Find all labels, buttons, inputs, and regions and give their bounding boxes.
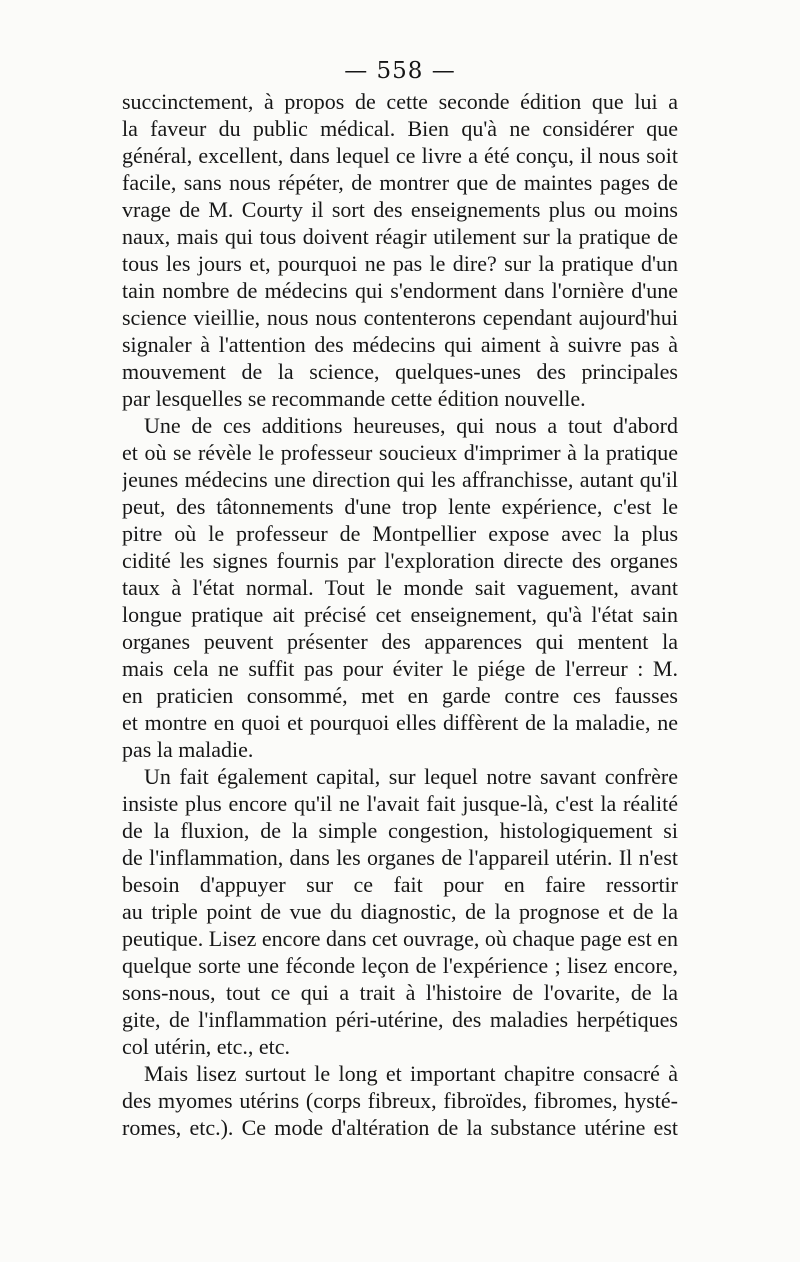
text-line: taux à l'état normal. Tout le monde sait vaguement, avant xyxy=(122,575,678,600)
paragraph-2 xyxy=(122,412,678,763)
text-line: romes, etc.). Ce mode d'altération de la substance utérine est xyxy=(122,1115,678,1140)
text-line: en praticien consommé, met en garde contre ces fausses xyxy=(122,683,678,708)
paragraph-4 xyxy=(122,1060,678,1141)
text-line: la faveur du public médical. Bien qu'à ne considérer que xyxy=(122,116,678,141)
text-line: de la fluxion, de la simple congestion, histologiquement si xyxy=(122,818,678,843)
text-line: succinctement, à propos de cette seconde édition que lui a xyxy=(122,89,678,114)
text-line: besoin d'appuyer sur ce fait pour en faire ressortir xyxy=(122,872,678,897)
page-number: — 558 — xyxy=(344,58,456,84)
text-line: par lesquelles se recommande cette édition nouvelle. xyxy=(122,386,586,411)
text-line: général, excellent, dans lequel ce livre a été conçu, il nous soit xyxy=(122,143,678,168)
text-line: cidité les signes fournis par l'exploration directe des organes xyxy=(122,548,678,573)
text-line: organes peuvent présenter des apparences qui mentent la xyxy=(122,629,678,654)
text-line: facile, sans nous répéter, de montrer que de maintes pages de xyxy=(122,170,678,195)
text-line: Une de ces additions heureuses, qui nous a tout d'abord xyxy=(144,413,678,438)
text-line: gite, de l'inflammation péri-utérine, des maladies herpétiques xyxy=(122,1007,678,1032)
text-line: pitre où le professeur de Montpellier expose avec la plus xyxy=(122,521,678,546)
text-line: naux, mais qui tous doivent réagir utilement sur la pratique de xyxy=(122,224,678,249)
text-line: sons-nous, tout ce qui a trait à l'histoire de l'ovarite, de la xyxy=(122,980,678,1005)
text-line: des myomes utérins (corps fibreux, fibroïdes, fibromes, hysté- xyxy=(122,1088,678,1113)
text-line: col utérin, etc., etc. xyxy=(122,1034,290,1059)
text-line: jeunes médecins une direction qui les affranchisse, autant qu'il xyxy=(122,467,678,492)
text-line: tain nombre de médecins qui s'endorment dans l'ornière d'une xyxy=(122,278,678,303)
text-line: vrage de M. Courty il sort des enseignements plus ou moins xyxy=(122,197,678,222)
text-line: peut, des tâtonnements d'une trop lente expérience, c'est le xyxy=(122,494,678,519)
text-line: science vieillie, nous nous contenterons cependant aujourd'hui xyxy=(122,305,678,330)
text-line: peutique. Lisez encore dans cet ouvrage, où chaque page est en xyxy=(122,926,678,951)
text-line: insiste plus encore qu'il ne l'avait fait jusque-là, c'est la réalité xyxy=(122,791,678,816)
text-line: et montre en quoi et pourquoi elles diffèrent de la maladie, ne xyxy=(122,710,678,735)
text-line: Mais lisez surtout le long et important chapitre consacré à xyxy=(144,1061,678,1086)
body-text xyxy=(122,88,678,1141)
text-line: mouvement de la science, quelques-unes des principales xyxy=(122,359,678,384)
paragraph-3 xyxy=(122,763,678,1060)
text-line: longue pratique ait précisé cet enseignement, qu'à l'état sain xyxy=(122,602,678,627)
text-line: pas la maladie. xyxy=(122,737,254,762)
text-line: Un fait également capital, sur lequel notre savant confrère xyxy=(144,764,678,789)
paragraph-1 xyxy=(122,88,678,412)
text-line: mais cela ne suffit pas pour éviter le piége de l'erreur : M. xyxy=(122,656,678,681)
text-line: tous les jours et, pourquoi ne pas le dire? sur la pratique d'un xyxy=(122,251,678,276)
text-line: et où se révèle le professeur soucieux d'imprimer à la pratique xyxy=(122,440,678,465)
text-line: signaler à l'attention des médecins qui aiment à suivre pas à xyxy=(122,332,678,357)
text-line: de l'inflammation, dans les organes de l'appareil utérin. Il n'est xyxy=(122,845,678,870)
text-line: au triple point de vue du diagnostic, de la prognose et de la xyxy=(122,899,678,924)
text-line: quelque sorte une féconde leçon de l'expérience ; lisez encore, xyxy=(122,953,678,978)
